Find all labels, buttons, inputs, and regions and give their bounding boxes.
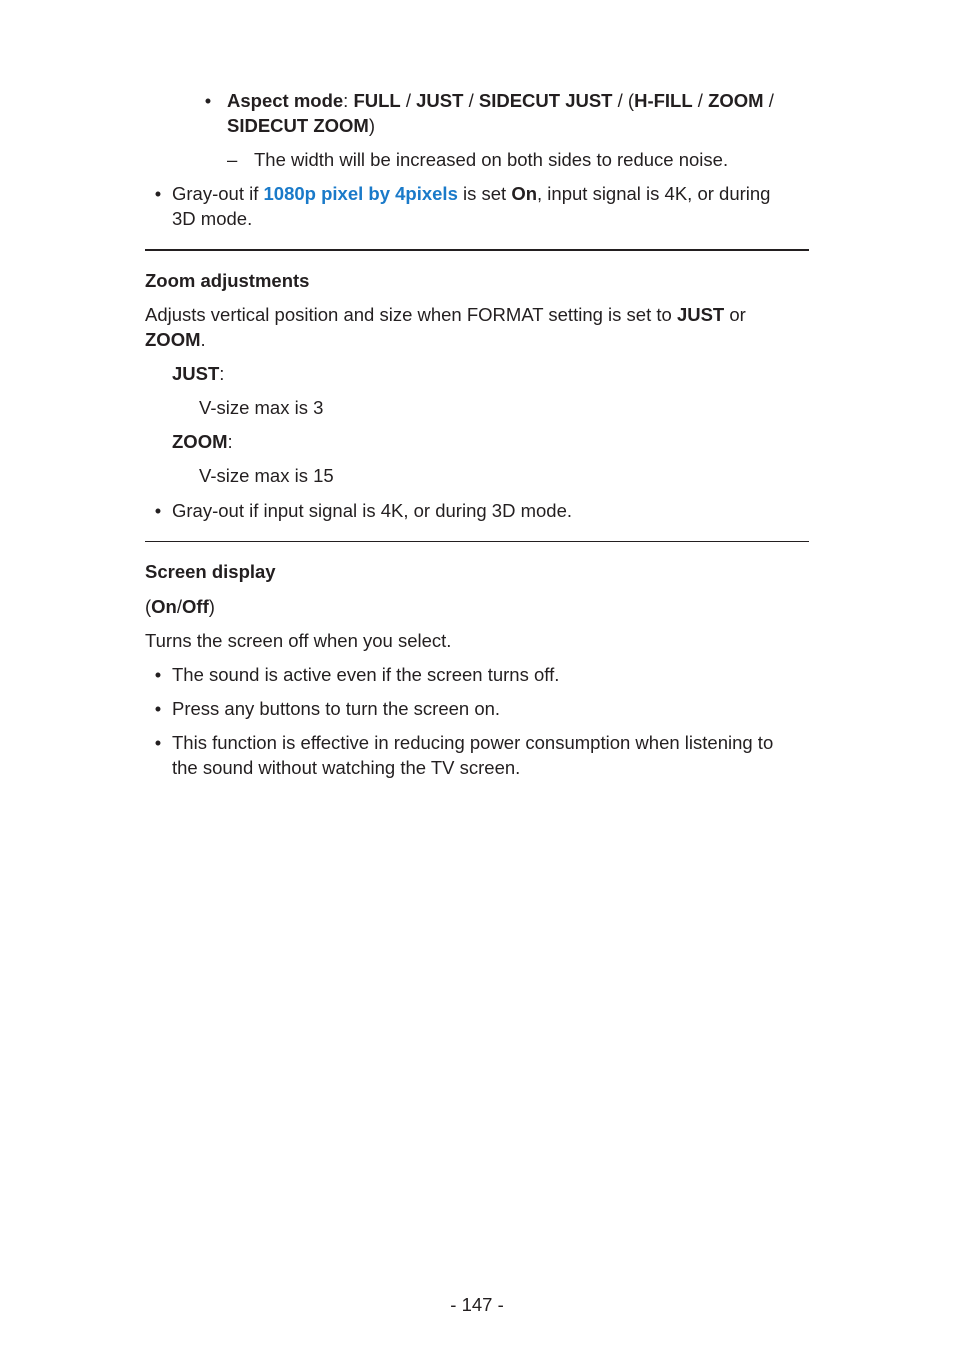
aspect-sidecut-zoom: SIDECUT ZOOM xyxy=(227,115,369,136)
aspect-full: FULL xyxy=(353,90,401,111)
aspect-mode-label: Aspect mode xyxy=(227,90,344,111)
separator: / xyxy=(612,90,628,111)
screen-bullet-3-line1: This function is effective in reducing power consumption when listening to xyxy=(172,732,774,753)
width-note: The width will be increased on both sides to reduce noise. xyxy=(254,149,729,170)
aspect-mode-line2 xyxy=(227,113,375,138)
screen-display-desc: Turns the screen off when you select. xyxy=(145,630,452,651)
just-value: V-size max is 3 xyxy=(199,397,324,418)
screen-display-heading: Screen display xyxy=(145,561,276,582)
zoom-label: ZOOM xyxy=(172,431,228,452)
aspect-mode-line1 xyxy=(227,88,774,113)
screen-display-options xyxy=(145,594,215,619)
grayout-prefix: Gray-out if xyxy=(172,183,264,204)
grayout-line2: 3D mode. xyxy=(172,208,253,229)
colon: : xyxy=(343,90,354,111)
page-number: - 147 - xyxy=(450,1294,504,1315)
zoom-desc-or: or xyxy=(724,304,746,325)
zoom-desc-zoom: ZOOM xyxy=(145,329,201,350)
bullet-marker: • xyxy=(154,183,162,204)
zoom-label-row xyxy=(172,429,233,454)
zoom-grayout: Gray-out if input signal is 4K, or during 3D mode. xyxy=(172,500,572,521)
paren-open: ( xyxy=(627,90,635,111)
dash-marker: – xyxy=(227,149,238,170)
separator: / xyxy=(463,90,479,111)
aspect-sidecut-just: SIDECUT JUST xyxy=(478,90,613,111)
zoom-desc-line1 xyxy=(145,302,746,327)
colon: : xyxy=(227,431,233,452)
paren-open: ( xyxy=(145,596,152,617)
aspect-zoom: ZOOM xyxy=(708,90,764,111)
zoom-value: V-size max is 15 xyxy=(199,465,334,486)
bullet-marker: • xyxy=(154,664,162,685)
paren-close: ) xyxy=(368,115,376,136)
bullet-marker: • xyxy=(154,732,162,753)
bullet-marker: • xyxy=(204,90,212,111)
aspect-just: JUST xyxy=(416,90,464,111)
zoom-adjustments-heading: Zoom adjustments xyxy=(145,270,310,291)
colon: : xyxy=(219,363,225,384)
aspect-hfill: H-FILL xyxy=(634,90,693,111)
grayout-line1 xyxy=(172,181,770,206)
zoom-desc-line2 xyxy=(145,327,206,352)
bullet-marker: • xyxy=(154,698,162,719)
option-on: On xyxy=(151,596,177,617)
just-label: JUST xyxy=(172,363,220,384)
section-divider xyxy=(145,541,809,542)
screen-bullet-2: Press any buttons to turn the screen on. xyxy=(172,698,501,719)
separator: / xyxy=(400,90,417,111)
screen-bullet-1: The sound is active even if the screen turns off. xyxy=(172,664,560,685)
period: . xyxy=(200,329,206,350)
grayout-on: On xyxy=(511,183,538,204)
paren-close: ) xyxy=(208,596,215,617)
slash: / xyxy=(176,596,183,617)
grayout-mid: is set xyxy=(457,183,512,204)
screen-bullet-3-line2: the sound without watching the TV screen. xyxy=(172,757,521,778)
section-divider xyxy=(145,249,809,251)
bullet-marker: • xyxy=(154,500,162,521)
grayout-suffix: , input signal is 4K, or during xyxy=(537,183,771,204)
option-off: Off xyxy=(182,596,209,617)
zoom-desc-text: Adjusts vertical position and size when FORMAT setting is set to xyxy=(145,304,677,325)
separator: / xyxy=(763,90,774,111)
separator: / xyxy=(692,90,709,111)
zoom-desc-just: JUST xyxy=(676,304,725,325)
just-label-row xyxy=(172,361,224,386)
link-1080p-pixel-by-4pixels[interactable]: 1080p pixel by 4pixels xyxy=(263,183,458,204)
